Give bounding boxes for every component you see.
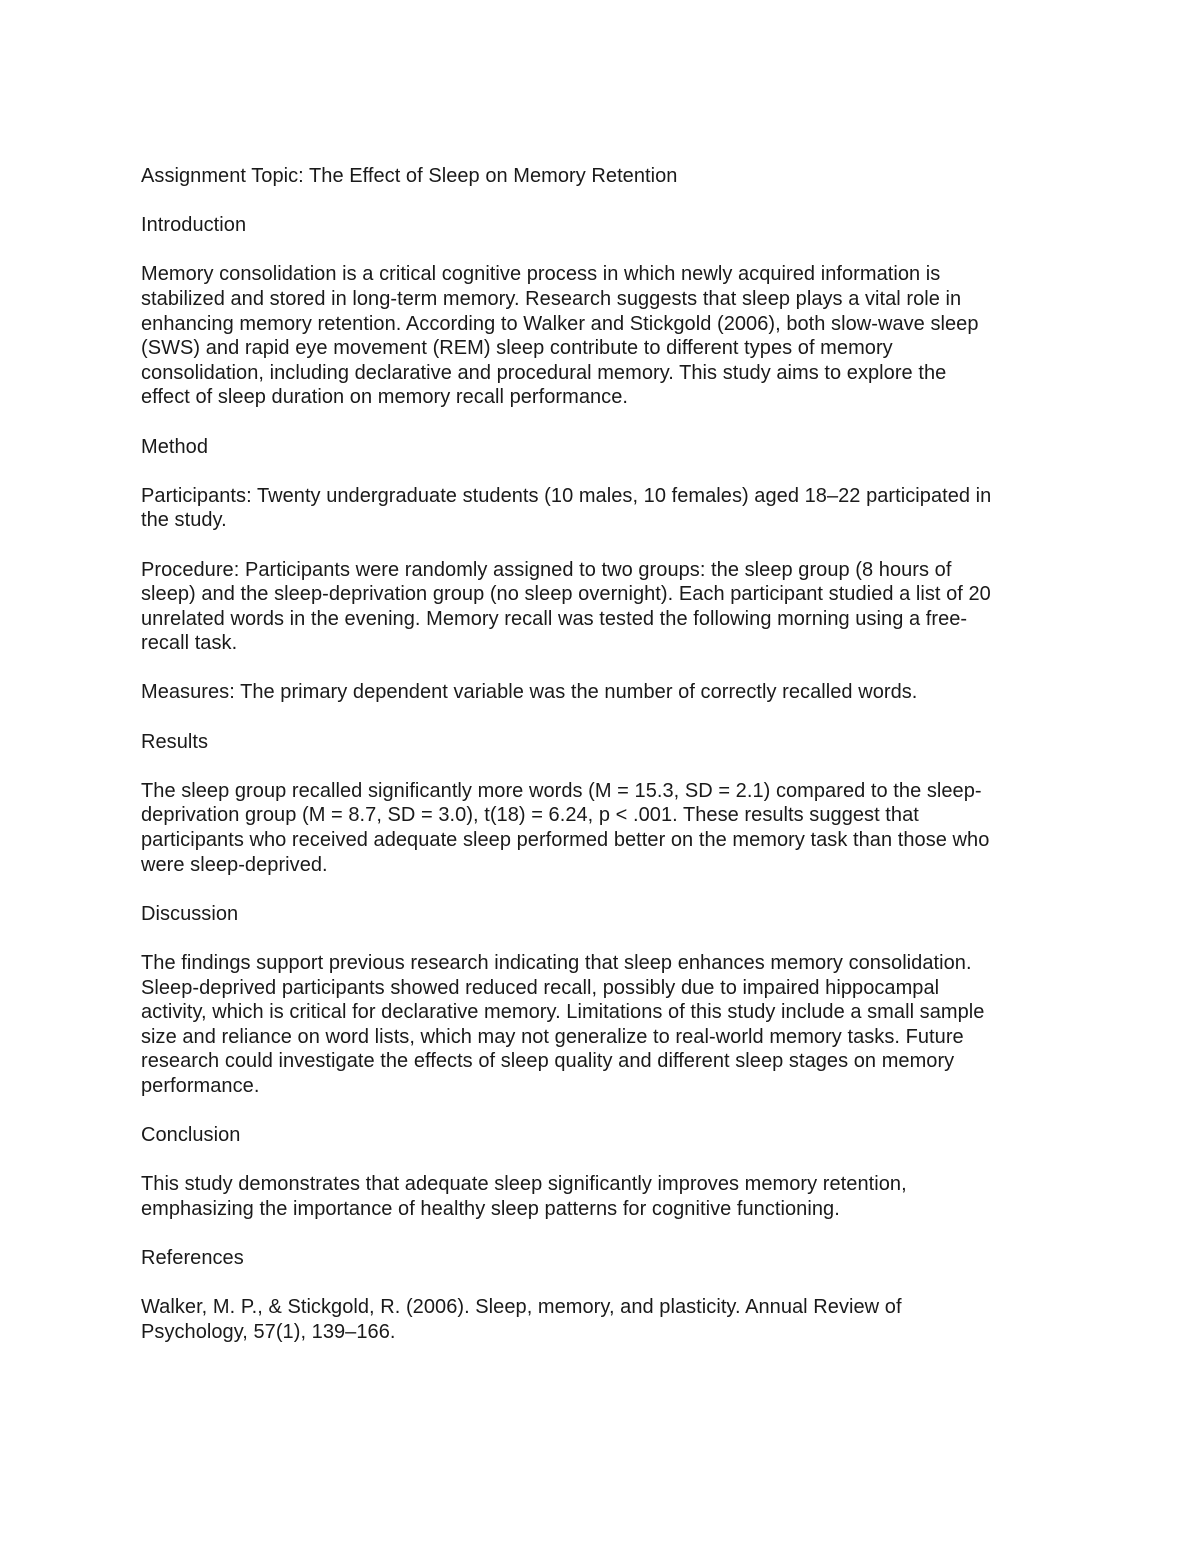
text-line: Procedure: Participants were randomly assigned to two groups: the sleep group (8 hours of	[141, 558, 952, 581]
text-line: The findings support previous research indicating that sleep enhances memory consolidation.	[141, 952, 972, 974]
text-line: the study.	[141, 509, 227, 532]
discussion-paragraph	[141, 951, 1066, 1099]
text-line: emphasizing the importance of healthy sleep patterns for cognitive functioning.	[141, 1197, 840, 1220]
text-line: effect of sleep duration on memory recall performance.	[141, 386, 629, 409]
results-paragraph	[141, 779, 1066, 877]
results-heading: Results	[141, 730, 209, 753]
introduction-paragraph	[141, 262, 1066, 410]
text-line: Sleep-deprived participants showed reduced recall, possibly due to impaired hippocampal	[141, 976, 940, 999]
text-line: activity, which is critical for declarative memory. Limitations of this study include a small sample	[141, 1001, 985, 1024]
text-line: were sleep-deprived.	[141, 853, 328, 876]
text-line: (SWS) and rapid eye movement (REM) sleep contribute to different types of memory	[141, 337, 893, 360]
procedure-paragraph	[141, 558, 1066, 656]
discussion-heading: Discussion	[141, 902, 239, 925]
text-line: consolidation, including declarative and procedural memory. This study aims to explore the	[141, 361, 947, 384]
text-line: sleep) and the sleep-deprivation group (no sleep overnight). Each participant studied a list of 20	[141, 583, 991, 606]
text-line: This study demonstrates that adequate sleep significantly improves memory retention,	[141, 1173, 907, 1196]
text-line: Psychology, 57(1), 139–166.	[141, 1320, 396, 1343]
text-line: Measures: The primary dependent variable was the number of correctly recalled words.	[141, 681, 918, 704]
text-line: stabilized and stored in long-term memory. Research suggests that sleep plays a vital role in	[141, 287, 962, 310]
reference-entry	[141, 1295, 1066, 1344]
measures-paragraph	[141, 680, 1066, 705]
text-line: participants who received adequate sleep performed better on the memory task than those who	[141, 829, 990, 852]
text-line: deprivation group (M = 8.7, SD = 3.0), t(18) = 6.24, p < .001. These results suggest that	[141, 804, 919, 827]
text-line: The sleep group recalled significantly more words (M = 15.3, SD = 2.1) compared to the sleep-	[141, 779, 982, 802]
text-line: Participants: Twenty undergraduate students (10 males, 10 females) aged 18–22 participated in	[141, 484, 992, 507]
text-line: Walker, M. P., & Stickgold, R. (2006). Sleep, memory, and plasticity. Annual Review of	[141, 1296, 902, 1319]
text-line: unrelated words in the evening. Memory recall was tested the following morning using a free-	[141, 607, 968, 630]
text-line: performance.	[141, 1074, 260, 1097]
text-line: size and reliance on word lists, which may not generalize to real-world memory tasks. Future	[141, 1025, 964, 1048]
conclusion-paragraph	[141, 1172, 1066, 1221]
references-heading: References	[141, 1247, 244, 1270]
text-line: enhancing memory retention. According to Walker and Stickgold (2006), both slow-wave sleep	[141, 312, 979, 335]
document-title: Assignment Topic: The Effect of Sleep on Memory Retention	[141, 165, 678, 187]
participants-paragraph	[141, 484, 1066, 533]
document-page	[141, 164, 1066, 1369]
text-line: Memory consolidation is a critical cognitive process in which newly acquired information is	[141, 263, 941, 286]
method-heading: Method	[141, 435, 209, 458]
introduction-heading: Introduction	[141, 214, 247, 237]
text-line: recall task.	[141, 632, 238, 655]
text-line: research could investigate the effects of sleep quality and different sleep stages on memory	[141, 1050, 955, 1073]
conclusion-heading: Conclusion	[141, 1124, 241, 1147]
